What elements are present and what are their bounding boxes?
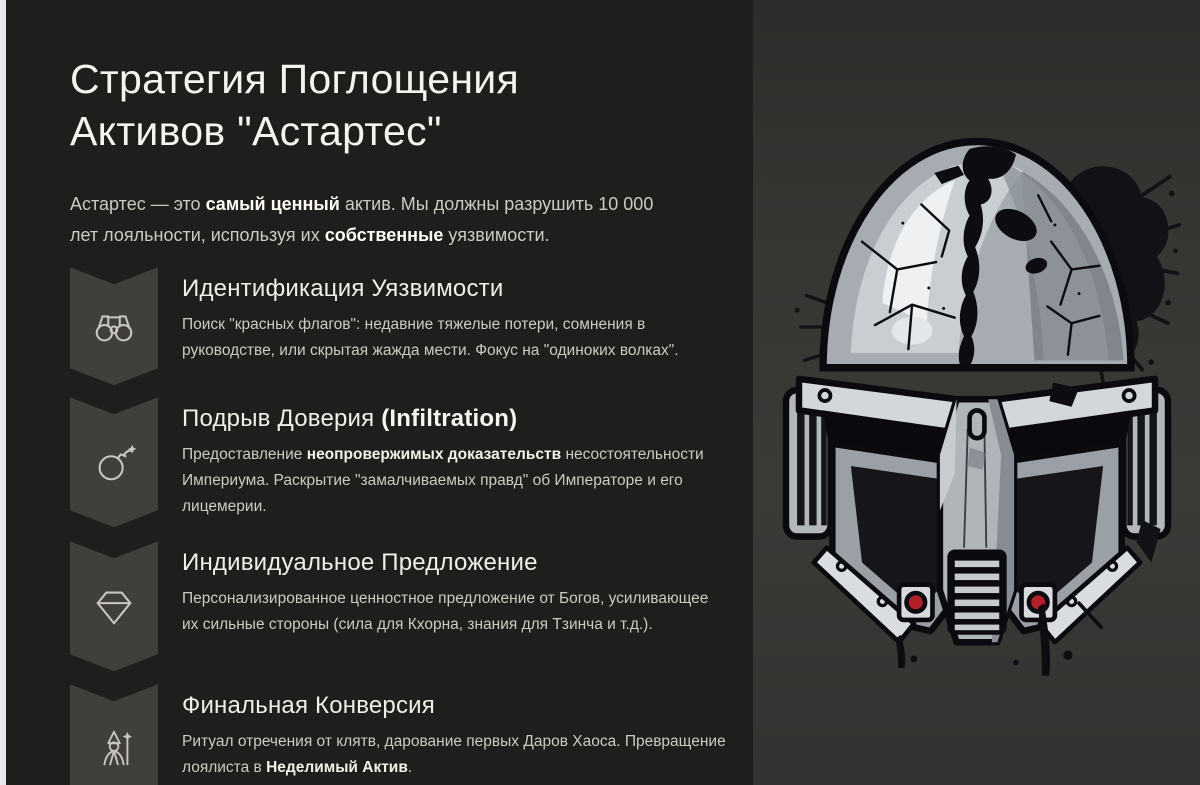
step-body: Поиск "красных флагов": недавние тяжелые потери, сомнения в руководстве, или скрытая жажда мести. Фокус на "одиноких волках". (182, 316, 679, 360)
step-item (70, 541, 729, 671)
diamond-icon (91, 583, 137, 629)
step-title: Подрыв Доверия (Infiltration) (182, 405, 518, 433)
step-item (70, 397, 729, 527)
step-text (182, 684, 729, 785)
steps-list (70, 267, 729, 785)
helmet-illustration (773, 84, 1181, 677)
intro-text: Астартес — это самый ценный актив. Мы должны разрушить 10 000 лет лояльности, используя их собственные уязвимости. (70, 194, 654, 246)
step-chevron (70, 397, 158, 527)
step-chevron (70, 541, 158, 671)
step-item (70, 684, 729, 785)
step-body: Персонализированное ценностное предложение от Богов, усиливающее их сильные стороны (сила для Кхорна, знания для Тзинча и т.д.). (182, 590, 709, 634)
art-panel (753, 0, 1200, 785)
champion-icon (91, 726, 137, 772)
step-title: Идентификация Уязвимости (182, 275, 504, 303)
step-body: Предоставление неопровержимых доказательств несостоятельности Империума. Раскрытие "замалчиваемых правд" об Императоре и его лицемерии. (182, 446, 704, 516)
step-chevron (70, 267, 158, 385)
content-panel (6, 0, 753, 785)
step-item (70, 267, 729, 385)
step-body: Ритуал отречения от клятв, дарование первых Даров Хаоса. Превращение лоялиста в Неделимый Актив. (182, 733, 726, 777)
step-chevron (70, 684, 158, 785)
step-title: Индивидуальное Предложение (182, 549, 538, 577)
step-title: Финальная Конверсия (182, 692, 435, 720)
bomb-icon (91, 439, 137, 485)
step-text (182, 267, 729, 385)
binoculars-icon (91, 303, 137, 349)
step-text (182, 541, 729, 671)
step-text (182, 397, 729, 527)
page-title: Стратегия Поглощения Активов "Астартес" (70, 56, 519, 154)
